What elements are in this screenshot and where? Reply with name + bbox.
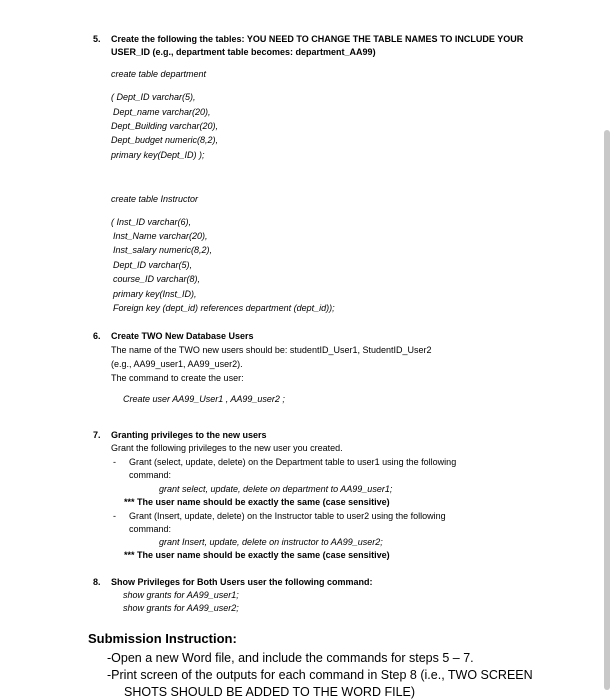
grant-2-command: grant Insert, update, delete on instructor to AA99_user2; <box>159 537 383 547</box>
create-user-command: Create user AA99_User1 , AA99_user2 ; <box>123 394 285 404</box>
grant-2-note: *** The user name should be exactly the same (case sensitive) <box>124 550 390 560</box>
instructor-column-dept-id: Dept_ID varchar(5), <box>113 260 193 270</box>
submission-line-1: -Open a new Word file, and include the commands for steps 5 – 7. <box>107 651 474 665</box>
step-8-number: 8. <box>93 577 101 587</box>
dept-column-id: ( Dept_ID varchar(5), <box>111 92 196 102</box>
submission-title: Submission Instruction: <box>88 631 237 646</box>
grant-1-note: *** The user name should be exactly the same (case sensitive) <box>124 497 390 507</box>
step-5-title-line2: USER_ID (e.g., department table becomes: department_AA99) <box>111 47 376 57</box>
grant-1-text-line1: Grant (select, update, delete) on the Department table to user1 using the following <box>129 457 457 467</box>
grant-2-text-line2: command: <box>129 524 172 534</box>
submission-line-2: -Print screen of the outputs for each command in Step 8 (i.e., TWO SCREEN <box>107 668 533 682</box>
grant-1-command: grant select, update, delete on department to AA99_user1; <box>159 484 393 494</box>
bullet-dash-1: - <box>113 457 116 467</box>
instructor-primary-key: primary key(Inst_ID), <box>113 289 197 299</box>
step-6-text-line3: The command to create the user: <box>111 373 244 383</box>
step-6-number: 6. <box>93 331 101 341</box>
dept-column-budget: Dept_budget numeric(8,2), <box>111 135 219 145</box>
instructor-column-name: Inst_Name varchar(20), <box>113 231 208 241</box>
dept-column-building: Dept_Building varchar(20), <box>111 121 219 131</box>
instructor-column-id: ( Inst_ID varchar(6), <box>111 217 192 227</box>
step-6-text-line1: The name of the TWO new users should be: studentID_User1, StudentID_User2 <box>111 345 432 355</box>
bullet-dash-2: - <box>113 511 116 521</box>
step-5-number: 5. <box>93 34 101 44</box>
step-5-title-line1: Create the following the tables: YOU NEED TO CHANGE THE TABLE NAMES TO INCLUDE YOUR <box>111 34 524 44</box>
show-grants-command-2: show grants for AA99_user2; <box>123 603 239 613</box>
dept-create-statement: create table department <box>111 69 207 79</box>
grant-2-text-line1: Grant (Insert, update, delete) on the Instructor table to user2 using the following <box>129 511 446 521</box>
vertical-scrollbar[interactable] <box>604 130 610 690</box>
dept-primary-key: primary key(Dept_ID) ); <box>111 150 205 160</box>
instructor-column-course-id: course_ID varchar(8), <box>113 274 201 284</box>
instructor-column-salary: Inst_salary numeric(8,2), <box>113 245 213 255</box>
instructor-create-statement: create table Instructor <box>111 194 199 204</box>
step-8-title: Show Privileges for Both Users user the following command: <box>111 577 373 587</box>
submission-line-3: SHOTS SHOULD BE ADDED TO THE WORD FILE) <box>124 685 416 699</box>
instructor-foreign-key: Foreign key (dept_id) references department (dept_id)); <box>113 303 335 313</box>
show-grants-command-1: show grants for AA99_user1; <box>123 590 239 600</box>
step-7-intro: Grant the following privileges to the new user you created. <box>111 443 343 453</box>
step-6-title: Create TWO New Database Users <box>111 331 254 341</box>
step-7-number: 7. <box>93 430 101 440</box>
dept-column-name: Dept_name varchar(20), <box>113 107 211 117</box>
step-7-title: Granting privileges to the new users <box>111 430 267 440</box>
grant-1-text-line2: command: <box>129 470 172 480</box>
step-6-text-line2: (e.g., AA99_user1, AA99_user2). <box>111 359 243 369</box>
